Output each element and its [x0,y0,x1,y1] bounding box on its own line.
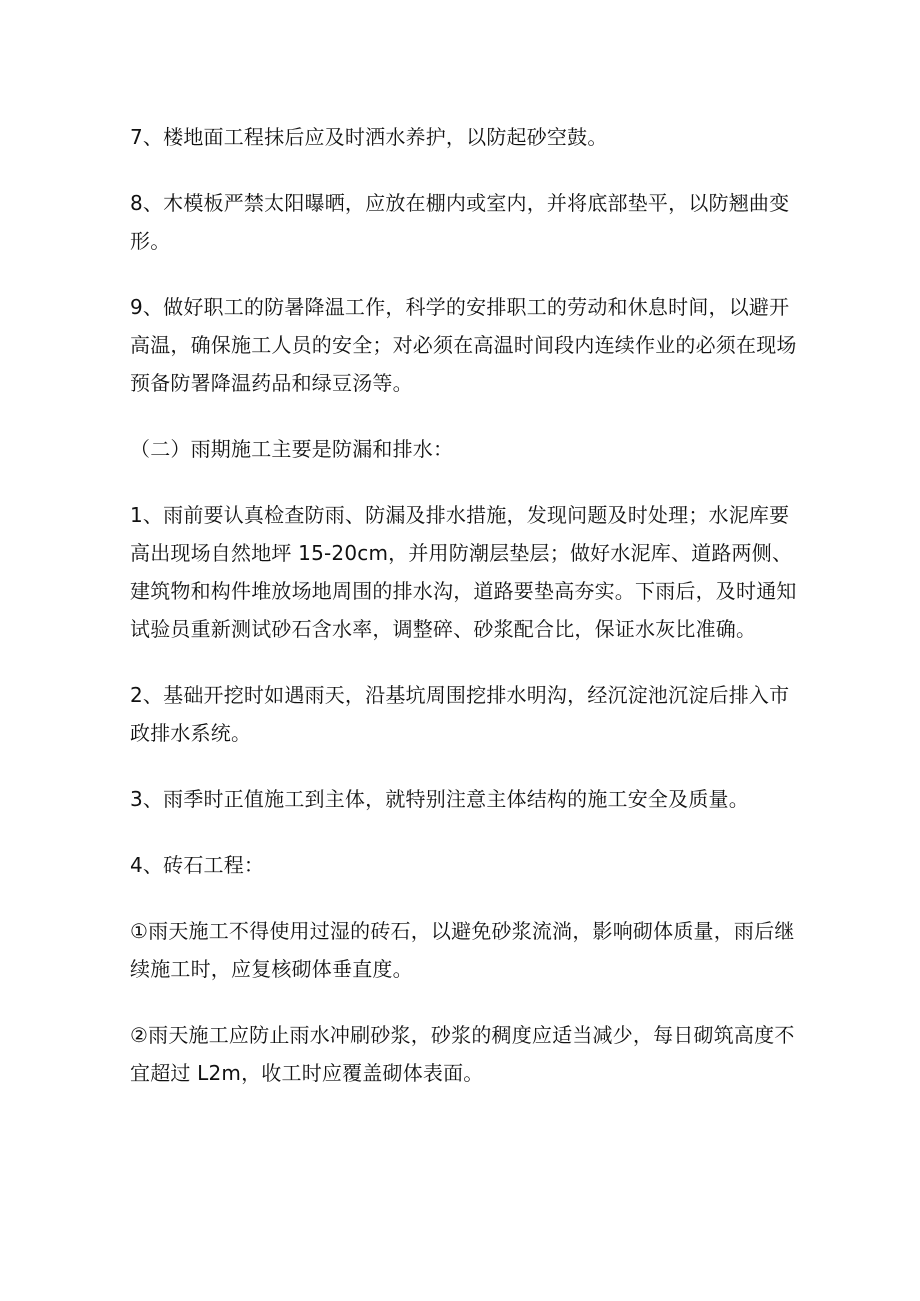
paragraph-item-7-floor-curing: 7、楼地面工程抹后应及时洒水养护，以防起砂空鼓。 [130,125,608,149]
paragraph-item-4-masonry-heading: 4、砖石工程： [130,853,265,877]
document-body [130,118,800,1120]
paragraph-item-2-excavation: 2、基础开挖时如遇雨天，沿基坑周围挖排水明沟，经沉淀池沉淀后排入市政排水系统。 [130,683,790,745]
paragraph-subitem-1-wet-bricks: ①雨天施工不得使用过湿的砖石，以避免砂浆流淌，影响砌体质量，雨后继续施工时，应复核砌体垂直度。 [130,919,795,981]
paragraph-item-8-formwork: 8、木模板严禁太阳曝晒，应放在棚内或室内，并将底部垫平，以防翘曲变形。 [130,191,790,253]
paragraph-item-9-heat-protection: 9、做好职工的防暑降温工作，科学的安排职工的劳动和休息时间，以避开高温，确保施工人员的安全；对必须在高温时间段内连续作业的必须在现场预备防署降温药品和绿豆汤等。 [130,295,797,395]
paragraph-item-1-rain-prep: 1、雨前要认真检查防雨、防漏及排水措施，发现问题及时处理；水泥库要高出现场自然地坪 15-20cm，并用防潮层垫层；做好水泥库、道路两侧、建筑物和构件堆放场地周围的排水沟，道路要垫高夯实。下雨后，及时通知试验员重新测试砂石含水率，调整碎、砂浆配合比，保证水灰比准确。 [130,503,797,641]
paragraph-item-3-main-structure: 3、雨季时正值施工到主体，就特别注意主体结构的施工安全及质量。 [130,787,749,811]
paragraph-subitem-2-mortar: ②雨天施工应防止雨水冲刷砂浆，砂浆的稠度应适当减少，每日砌筑高度不宜超过 L2m，收工时应覆盖砌体表面。 [130,1023,795,1085]
section-heading-rainy-season: （二）雨期施工主要是防漏和排水： [130,437,454,461]
